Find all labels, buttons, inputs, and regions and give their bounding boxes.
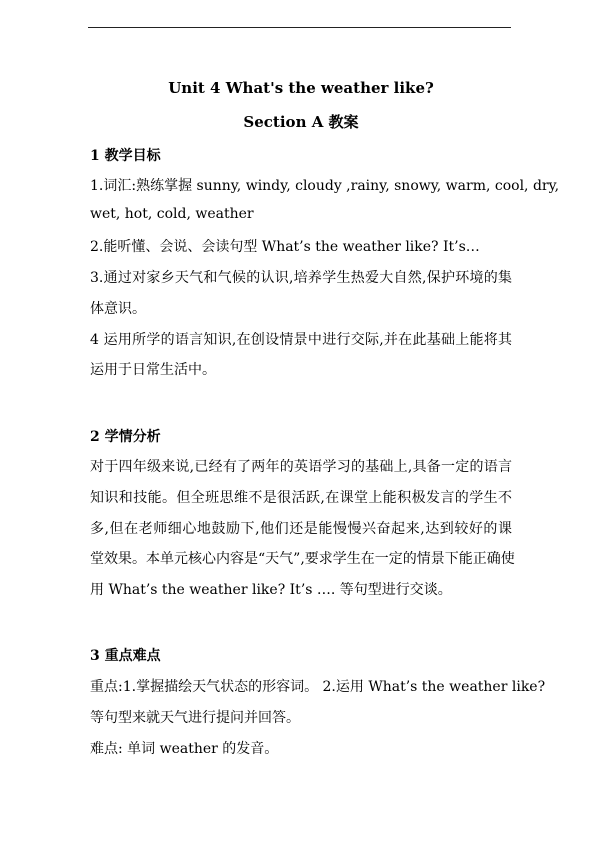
section-2-heading: 2 学情分析 [90, 429, 161, 445]
section-1-line-6: 4 运用所学的语言知识,在创设情景中进行交际,并在此基础上能将其 [90, 332, 512, 348]
section-1-line-3: 2.能听懂、会说、会读句型 What’s the weather like? It’s… [90, 239, 480, 255]
document-title: Unit 4 What's the weather like? [168, 79, 434, 97]
section-3-line-1: 重点:1.掌握描绘天气状态的形容词。 2.运用 What’s the weather like? [90, 679, 546, 695]
document-subtitle: Section A 教案 [243, 113, 359, 131]
section-1-line-1: 1.词汇:熟练掌握 sunny, windy, cloudy ,rainy, snowy, warm, cool, dry, [90, 178, 560, 194]
section-1-heading: 1 教学目标 [90, 148, 161, 164]
section-1-line-5: 体意识。 [90, 301, 146, 317]
section-1-line-4: 3.通过对家乡天气和气候的认识,培养学生热爱大自然,保护环境的集 [90, 270, 512, 286]
section-2-line-4: 堂效果。本单元核心内容是“天气”,要求学生在一定的情景下能正确使 [90, 551, 515, 567]
header-rule [88, 27, 511, 28]
section-2-line-5: 用 What’s the weather like? It’s …. 等句型进行交谈。 [90, 582, 452, 598]
section-3-line-2: 等句型来就天气进行提问并回答。 [90, 710, 300, 726]
section-1-line-7: 运用于日常生活中。 [90, 362, 216, 378]
section-3-line-3: 难点: 单词 weather 的发音。 [90, 741, 279, 757]
section-1-line-2: wet, hot, cold, weather [90, 206, 254, 222]
section-2-line-3: 多,但在老师细心地鼓励下,他们还是能慢慢兴奋起来,达到较好的课 [90, 521, 512, 537]
section-2-line-1: 对于四年级来说,已经有了两年的英语学习的基础上,具备一定的语言 [90, 459, 512, 475]
section-2-line-2: 知识和技能。但全班思维不是很活跃,在课堂上能积极发言的学生不 [90, 490, 512, 506]
section-3-heading: 3 重点难点 [90, 648, 161, 664]
